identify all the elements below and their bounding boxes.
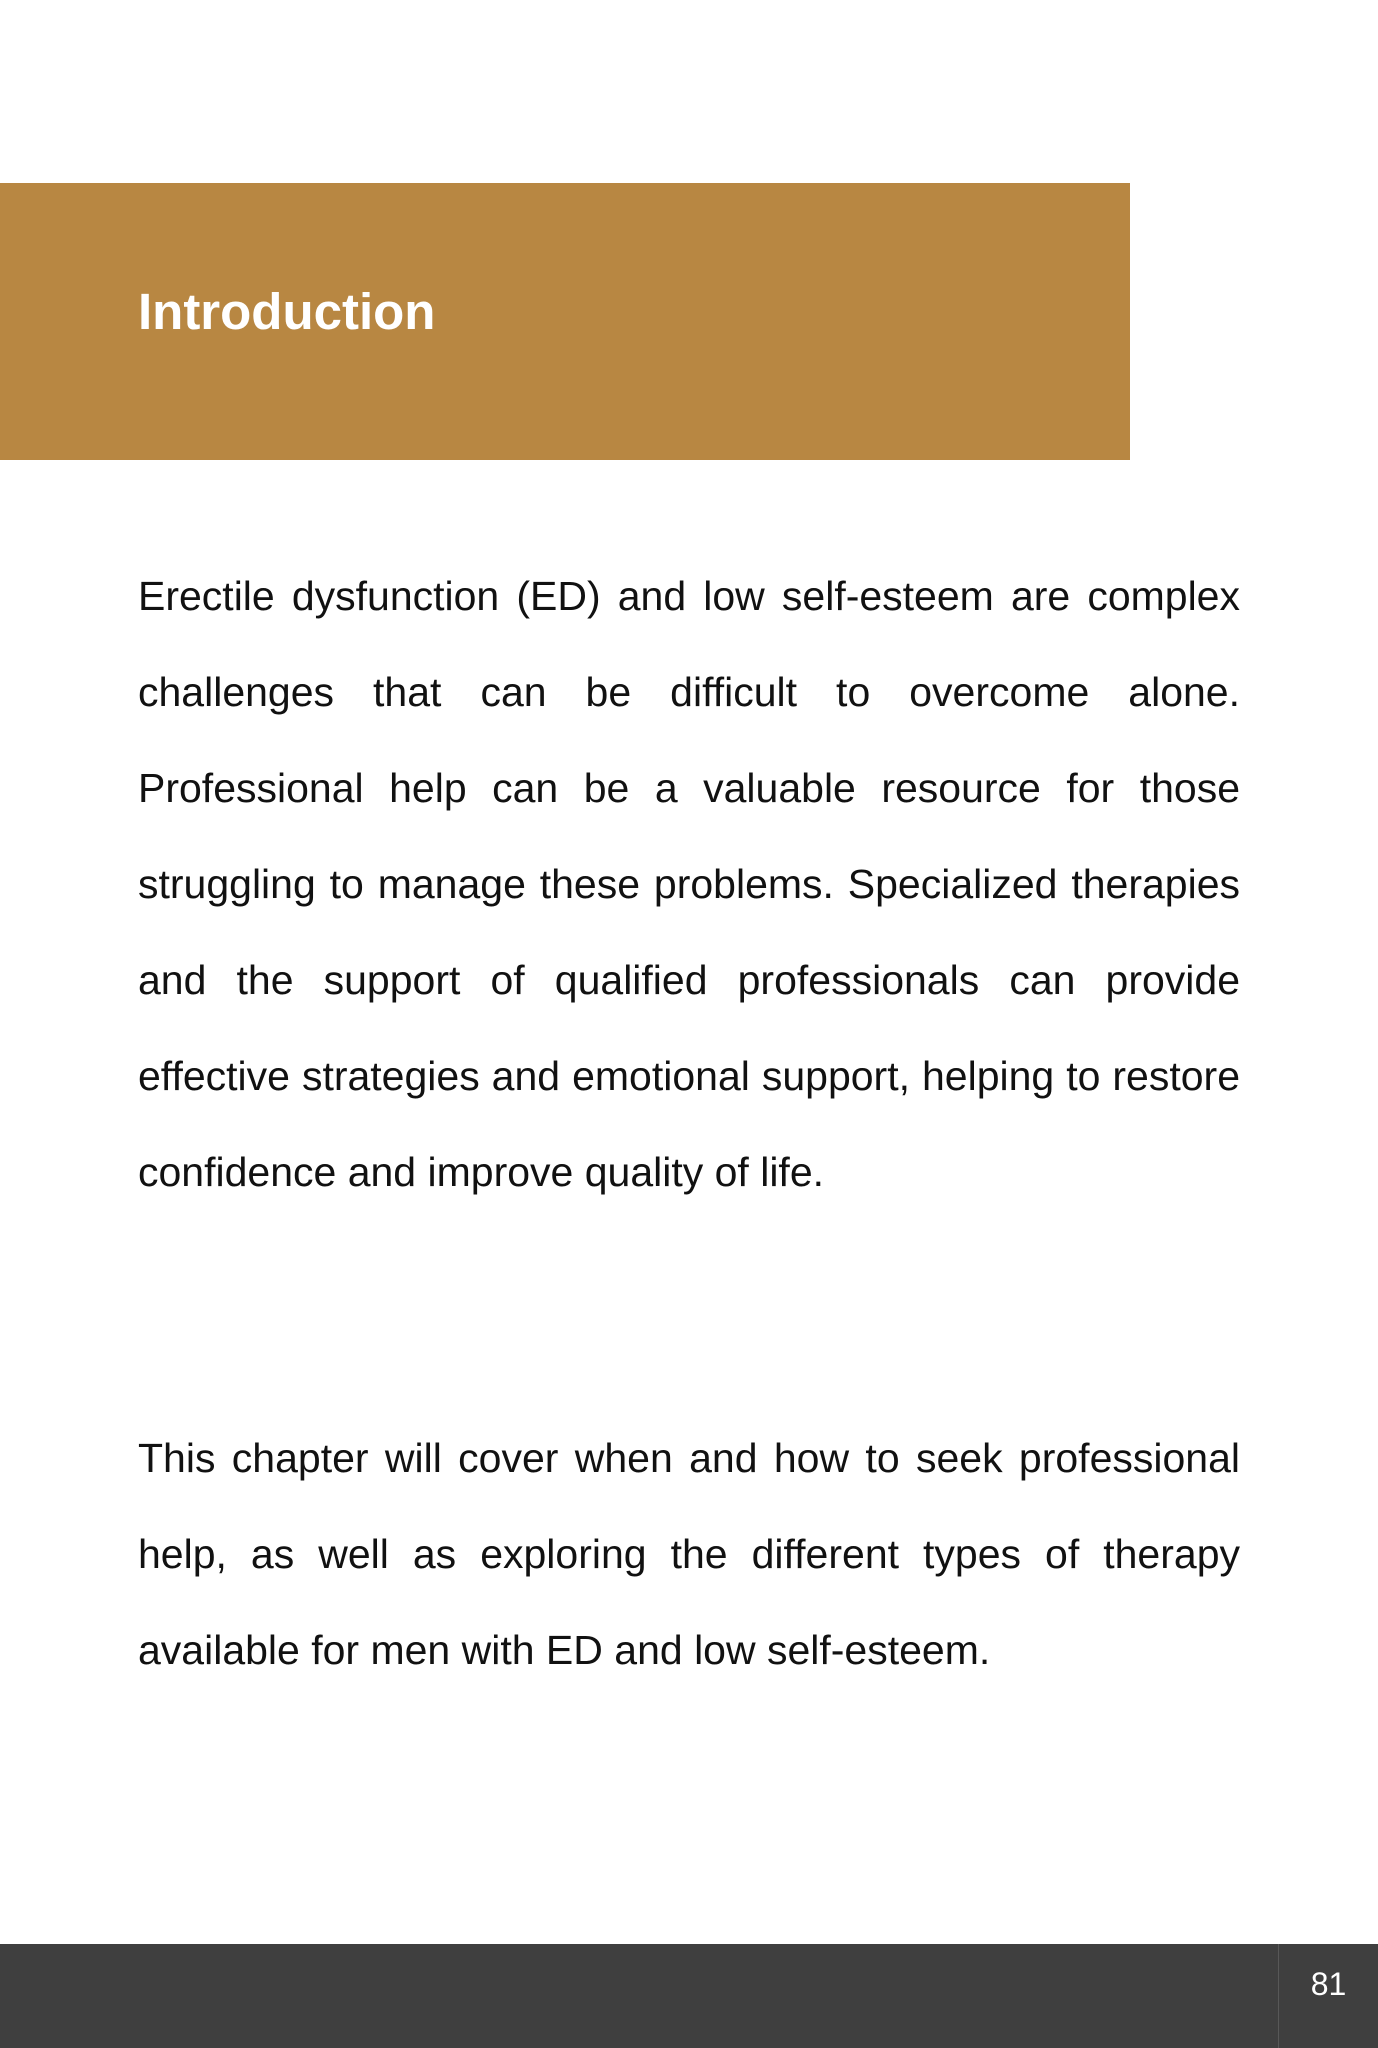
section-title: Introduction [138, 283, 436, 340]
page-number: 81 [1310, 1966, 1347, 2002]
body-paragraph-1: Erectile dysfunction (ED) and low self-esteem are complex challenges that can be difficult to overcome alone. Professional help can be a valuable resource for those struggling to manage these problems. Specialized therapies and the support of qualified professionals can provide effective strategies and emotional support, helping to restore confidence and improve quality of life. [138, 573, 1240, 1195]
page-footer [0, 1944, 1378, 2048]
body-paragraph-2: This chapter will cover when and how to seek professional help, as well as exploring the different types of therapy available for men with ED and low self-esteem. [138, 1435, 1240, 1673]
